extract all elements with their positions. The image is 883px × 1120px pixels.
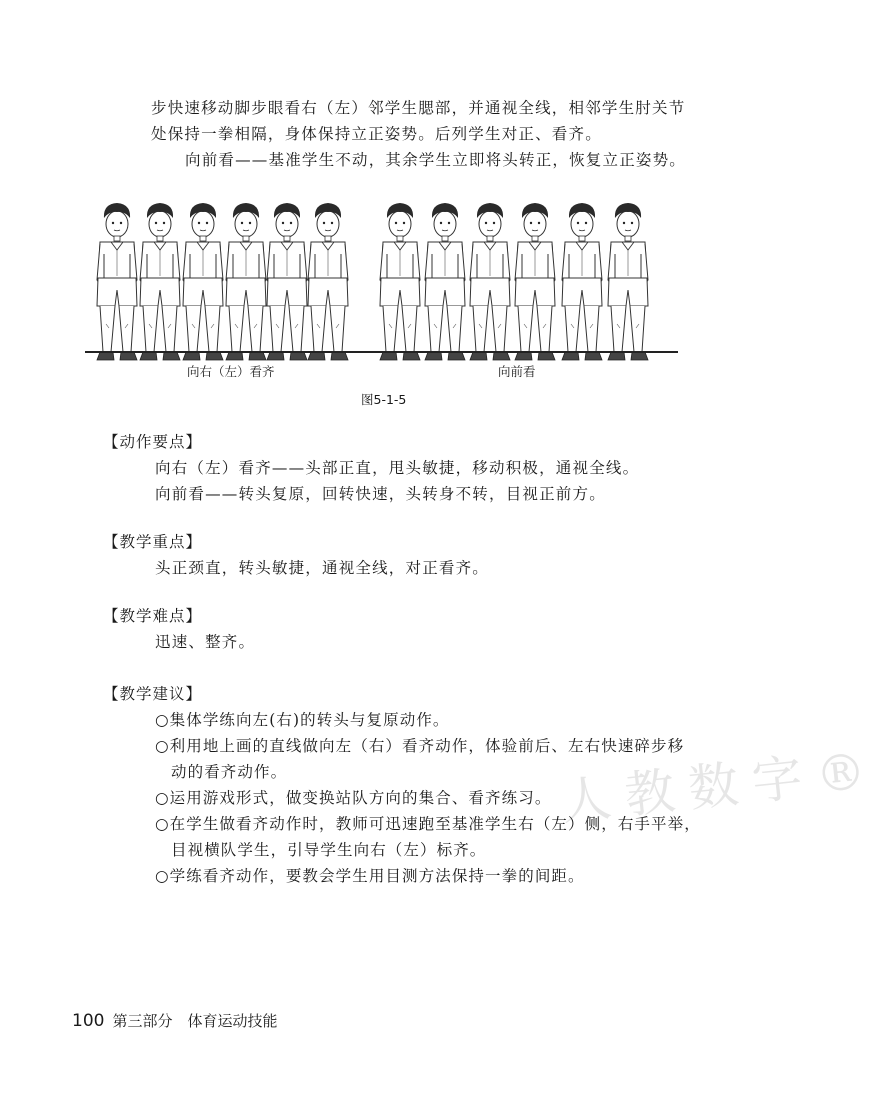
focus-line-1: 头正颈直，转头敏捷，通视全线，对正看齐。: [155, 559, 490, 577]
suggestion-item-1: ○集体学练向左(右)的转头与复原动作。: [155, 711, 450, 729]
students-line-figure: [80, 192, 690, 362]
intro-line-3: 向前看——基准学生不动，其余学生立即将头转正，恢复立正姿势。: [185, 151, 687, 169]
footer-section: 第三部分 体育运动技能: [112, 1012, 278, 1030]
student-5: [267, 203, 307, 360]
student-4: [226, 203, 266, 360]
suggestion-item-5: ○学练看齐动作，要教会学生用目测方法保持一拳的间距。: [155, 867, 585, 885]
student-3: [183, 203, 223, 360]
figure-label-left: 向右（左）看齐: [187, 364, 275, 379]
figure-caption: 图5-1-5: [361, 392, 407, 407]
intro-line-1: 步快速移动脚步眼看右（左）邻学生腮部，并通视全线，相邻学生肘关节: [151, 99, 686, 117]
suggestions-title: 【教学建议】: [103, 685, 203, 703]
student-11: [562, 203, 602, 360]
student-12: [608, 203, 648, 360]
student-2: [140, 203, 180, 360]
watermark: 人教数字®: [558, 740, 883, 832]
suggestion-item-4: ○在学生做看齐动作时，教师可迅速跑至基准学生右（左）侧，右手平举，: [155, 815, 701, 833]
page-footer: [72, 1010, 277, 1031]
key-points-line-2: 向前看——转头复原，回转快速，头转身不转，目视正前方。: [155, 485, 606, 503]
suggestion-item-4-cont: 目视横队学生，引导学生向右（左）标齐。: [171, 841, 487, 859]
student-10: [515, 203, 555, 360]
student-8: [425, 203, 465, 360]
student-7: [380, 203, 420, 360]
suggestion-item-3: ○运用游戏形式，做变换站队方向的集合、看齐练习。: [155, 789, 552, 807]
student-6: [308, 203, 348, 360]
suggestion-item-2-cont: 动的看齐动作。: [171, 763, 288, 781]
difficulty-title: 【教学难点】: [103, 607, 203, 625]
figure-label-right: 向前看: [498, 364, 536, 379]
key-points-line-1: 向右（左）看齐——头部正直，甩头敏捷，移动积极，通视全线。: [155, 459, 640, 477]
page-number: 100: [72, 1011, 105, 1031]
difficulty-line-1: 迅速、整齐。: [155, 633, 256, 651]
suggestion-item-2: ○利用地上画的直线做向左（右）看齐动作，体验前后、左右快速碎步移: [155, 737, 685, 755]
intro-line-2: 处保持一拳相隔，身体保持立正姿势。后列学生对正、看齐。: [151, 125, 602, 143]
student-9: [470, 203, 510, 360]
key-points-title: 【动作要点】: [103, 433, 203, 451]
focus-title: 【教学重点】: [103, 533, 203, 551]
student-1: [97, 203, 137, 360]
